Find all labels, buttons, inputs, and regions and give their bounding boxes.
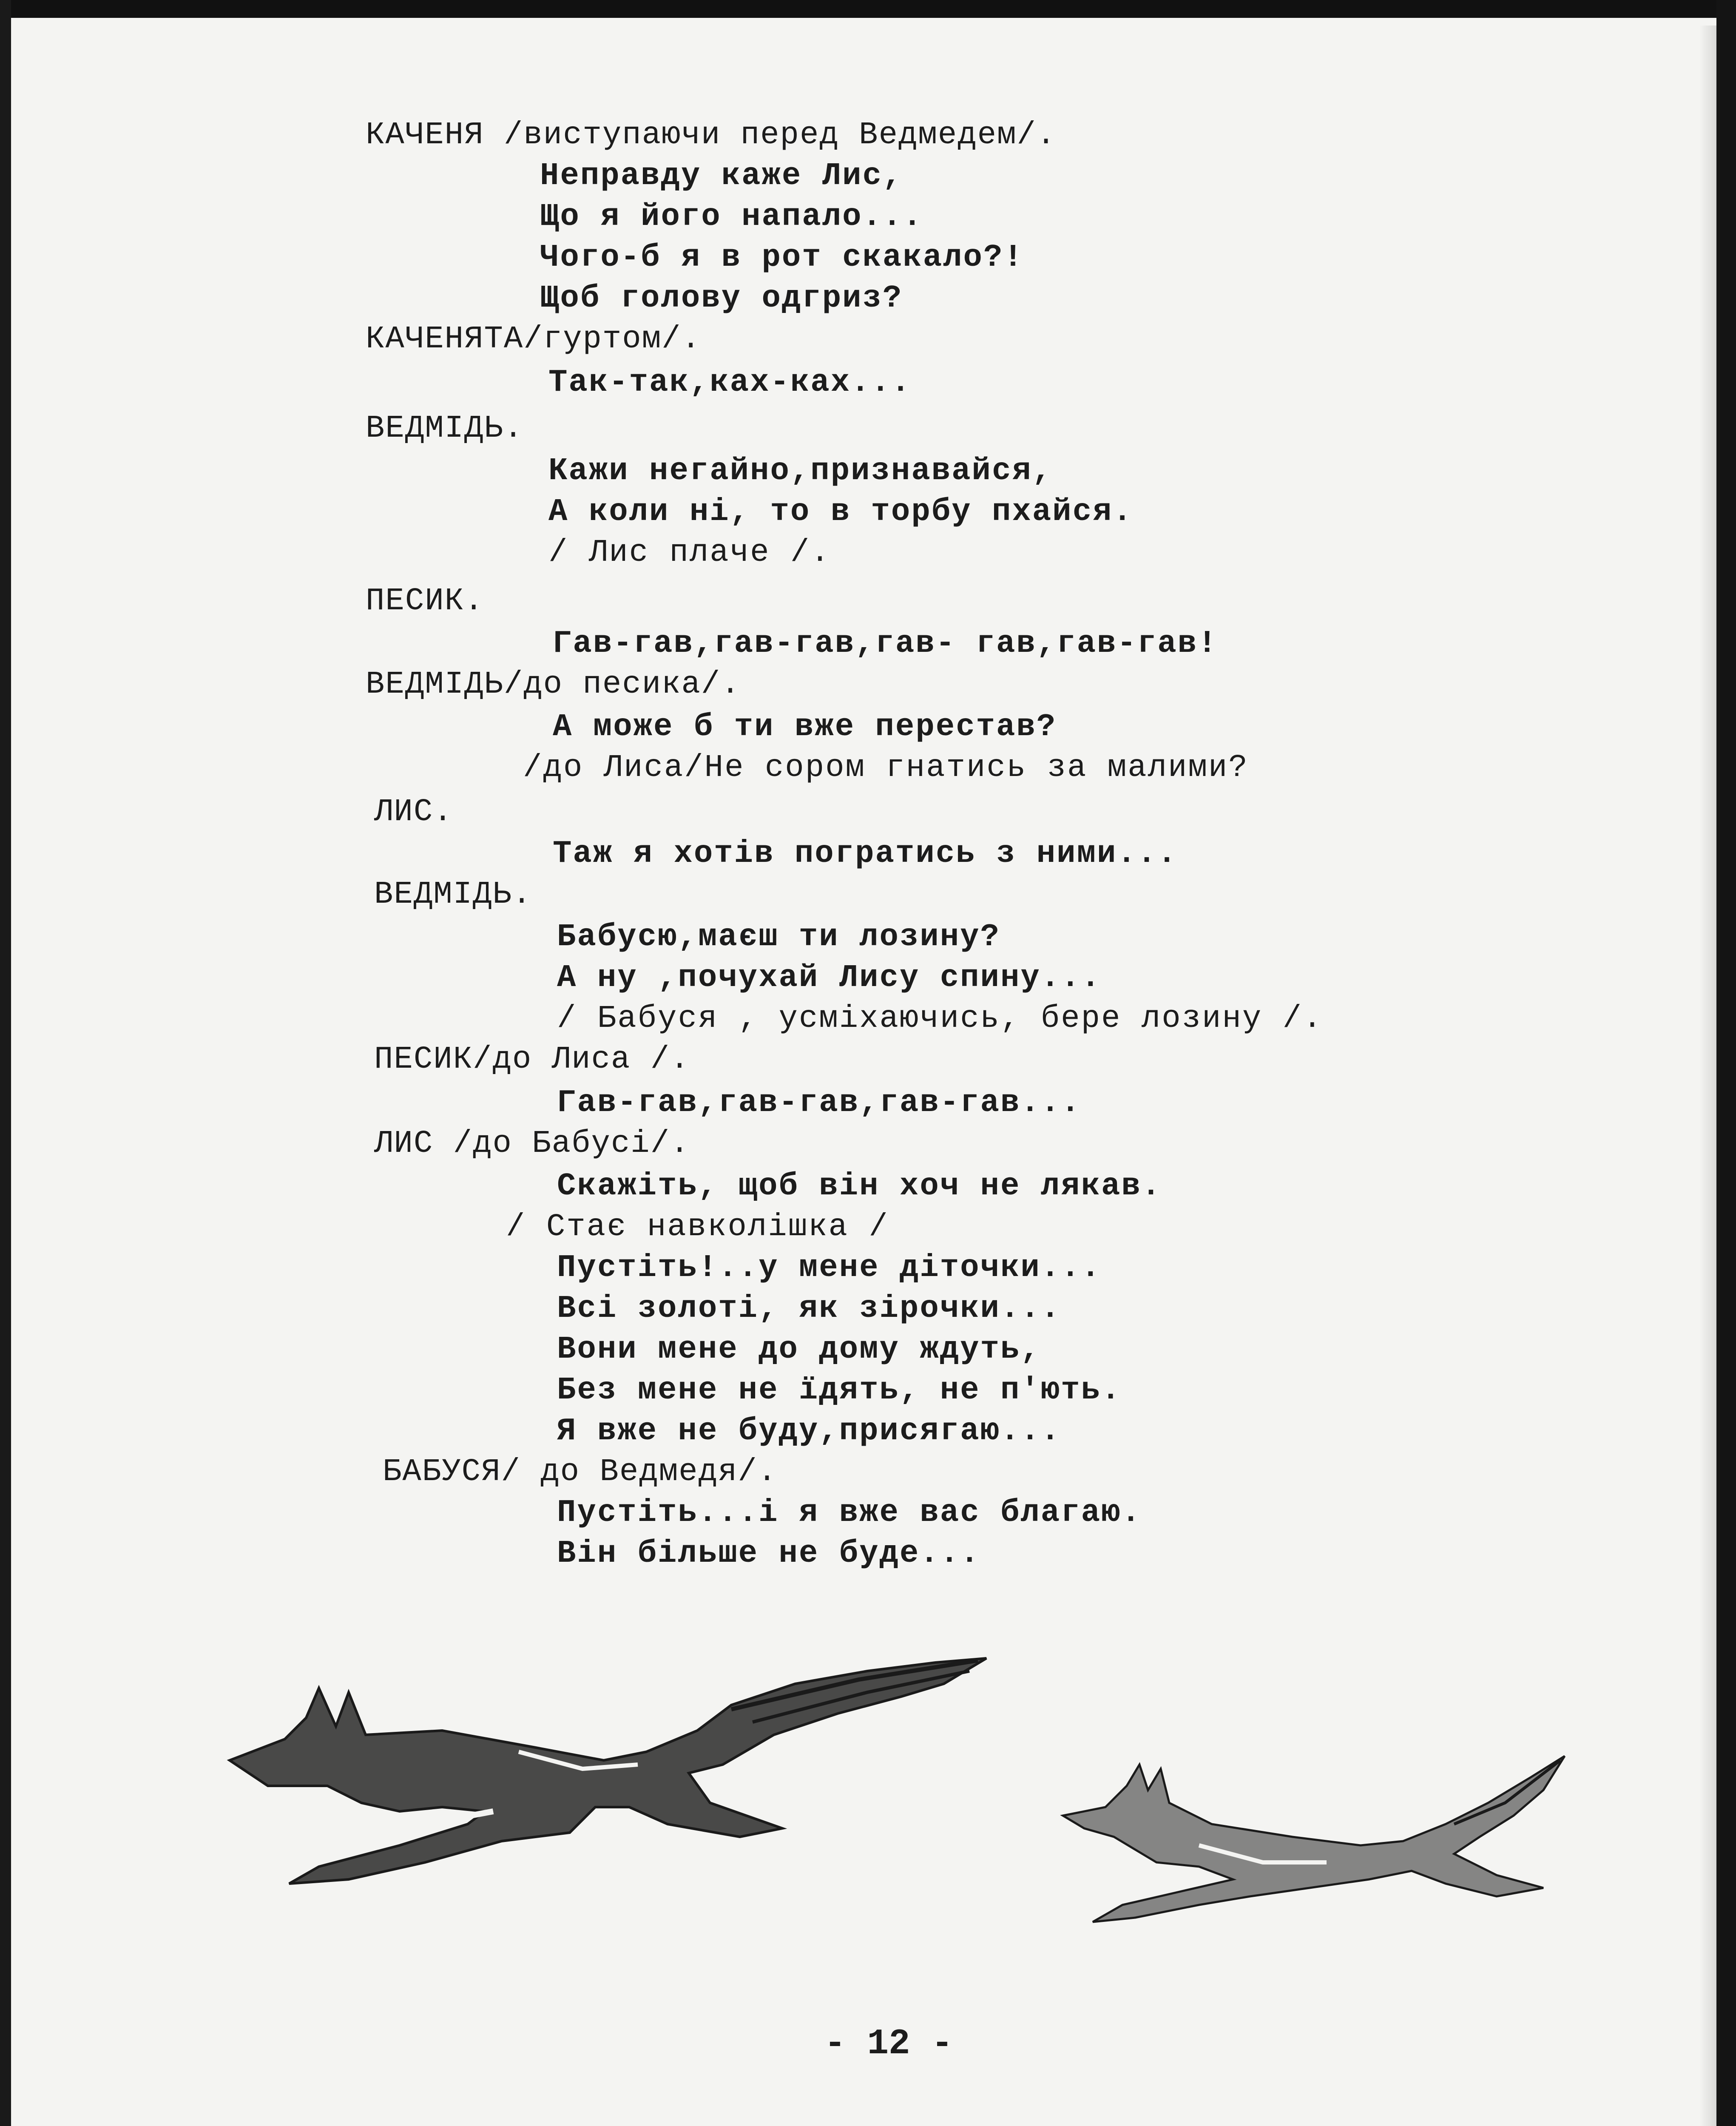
large-fox [230,1658,986,1884]
verse-line: Таж я хотів погратись з ними... [553,836,1178,872]
verse-line: Вони мене до дому ждуть, [557,1332,1041,1367]
verse-line: Пустіть...і я вже вас благаю. [557,1495,1142,1531]
verse-line: Пустіть!..у мене діточки... [557,1250,1101,1286]
running-foxes-illustration [221,1624,1675,1964]
speaker-line: КАЧЕНЯТА/гуртом/. [366,321,701,357]
speaker-line: ВЕДМІДЬ/до песика/. [366,667,741,702]
speaker-line: ПЕСИК/до Лиса /. [374,1042,690,1077]
stage-direction: / Лис плаче /. [548,535,831,571]
verse-line: Скажіть, щоб він хоч не лякав. [557,1168,1162,1204]
verse-line: А може б ти вже перестав? [553,709,1057,745]
stage-direction: / Стає навколішка / [506,1209,889,1245]
verse-line: Гав-гав,гав-гав,гав-гав... [557,1085,1081,1121]
verse-line: Так-так,ках-ках... [548,365,912,401]
stage-direction: / Бабуся , усміхаючись, бере лозину /. [557,1001,1323,1037]
scan-right-border [1716,0,1736,2126]
page-fold-shadow [1699,26,1716,2126]
verse-line: Бабусю,маєш ти лозину? [557,919,1000,955]
scan-top-border [0,0,1736,18]
verse-line: Що я його напало... [540,199,923,235]
verse-line: Чого-б я в рот скакало?! [540,240,1024,276]
verse-line: Без мене не їдять, не п'ють. [557,1373,1122,1408]
verse-line: Він більше не буде... [557,1536,980,1572]
verse-line: А ну ,почухай Лису спину... [557,960,1101,996]
verse-line: Всі золоті, як зірочки... [557,1291,1061,1327]
verse-line: Неправду каже Лис, [540,158,903,194]
verse-line: Кажи негайно,признавайся, [548,453,1053,489]
scan-left-border [0,0,11,2126]
small-fox [1063,1756,1565,1922]
speaker-line: КАЧЕНЯ /виступаючи перед Ведмедем/. [366,117,1057,153]
speaker-line: ЛИС. [374,794,453,830]
speaker-line: ПЕСИК. [366,583,484,619]
verse-line: Щоб голову одгриз? [540,281,903,316]
speaker-line: ВЕДМІДЬ. [366,411,524,446]
speaker-line: БАБУСЯ/ до Ведмедя/. [383,1454,778,1490]
speaker-line: ЛИС /до Бабусі/. [374,1126,690,1162]
stage-direction: /до Лиса/Не сором гнатись за малими? [523,750,1249,786]
verse-line: Я вже не буду,присягаю... [557,1413,1061,1449]
speaker-line: ВЕДМІДЬ. [374,877,532,912]
verse-line: Гав-гав,гав-гав,гав- гав,гав-гав! [553,626,1218,662]
page-number: - 12 - [824,2024,953,2064]
verse-line: А коли ні, то в торбу пхайся. [548,494,1133,530]
